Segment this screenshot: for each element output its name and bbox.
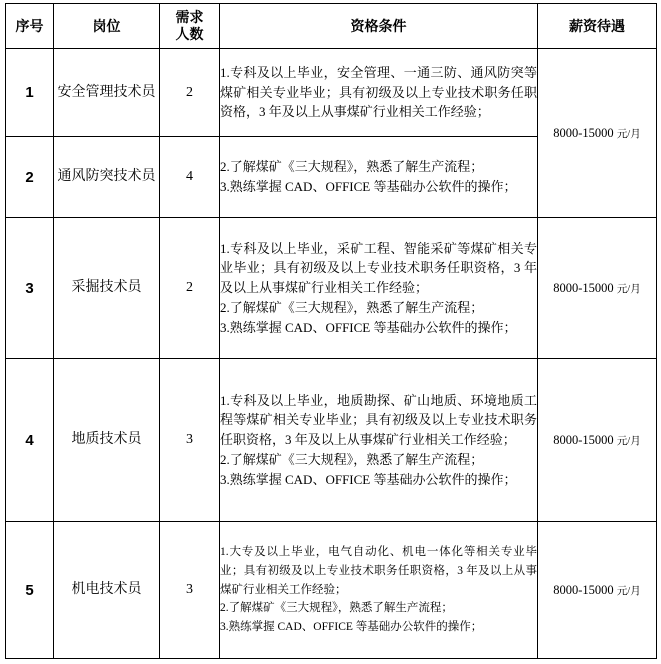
table-row <box>6 218 657 359</box>
cell-serial-number: 4 <box>6 359 54 522</box>
cell-serial-number: 2 <box>6 137 54 218</box>
salary-unit: 元/月 <box>616 283 641 295</box>
qualification-line: 2.了解煤矿《三大规程》，熟悉了解生产流程； <box>220 602 453 615</box>
cell-salary <box>538 49 657 218</box>
qualification-line: 2.了解煤矿《三大规程》，熟悉了解生产流程； <box>220 159 484 175</box>
table-body <box>6 49 657 659</box>
qualification-line: 3.熟练掌握 CAD、OFFICE 等基础办公软件的操作； <box>220 471 517 487</box>
table-row <box>6 522 657 659</box>
cell-headcount: 2 <box>160 49 220 137</box>
cell-headcount: 3 <box>160 522 220 659</box>
document-page <box>0 3 661 664</box>
salary-value: 8000-15000 <box>553 582 614 597</box>
qualification-line: 1.专科及以上毕业，采矿工程、智能采矿等煤矿相关专业毕业；具有初级及以上专业技术职务任职资格，3 年及以上从事煤矿行业相关工作经验； <box>220 240 537 296</box>
cell-salary <box>538 522 657 659</box>
cell-headcount: 4 <box>160 137 220 218</box>
salary-value: 8000-15000 <box>553 432 614 447</box>
table-header <box>6 4 657 49</box>
salary-unit: 元/月 <box>616 128 641 140</box>
cell-serial-number: 1 <box>6 49 54 137</box>
cell-qualifications <box>220 137 538 218</box>
cell-salary <box>538 218 657 359</box>
cell-position: 安全管理技术员 <box>54 49 160 137</box>
qualification-line: 2.了解煤矿《三大规程》，熟悉了解生产流程； <box>220 451 484 467</box>
cell-qualifications <box>220 49 538 137</box>
cell-headcount: 3 <box>160 359 220 522</box>
salary-value: 8000-15000 <box>553 280 614 295</box>
column-header-position: 岗位 <box>54 4 160 49</box>
salary-value: 8000-15000 <box>553 125 614 140</box>
qualification-line: 1.大专及以上毕业，电气自动化、机电一体化等相关专业毕业；具有初级及以上专业技术职务任职资格，3 年及以上从事煤矿行业相关工作经验； <box>220 546 537 596</box>
column-header-salary: 薪资待遇 <box>538 4 657 49</box>
cell-headcount: 2 <box>160 218 220 359</box>
column-header-headcount-line1: 需求 <box>175 8 204 25</box>
qualification-line: 3.熟练掌握 CAD、OFFICE 等基础办公软件的操作； <box>220 319 517 335</box>
cell-qualifications <box>220 522 538 659</box>
cell-position: 采掘技术员 <box>54 218 160 359</box>
column-header-serial-number: 序号 <box>6 4 54 49</box>
qualification-line: 1.专科及以上毕业，地质勘探、矿山地质、环境地质工程等煤矿相关专业毕业；具有初级及以上专业技术职务任职资格，3 年及以上从事煤矿行业相关工作经验； <box>220 392 537 448</box>
cell-serial-number: 3 <box>6 218 54 359</box>
table-row <box>6 49 657 137</box>
qualification-line: 3.熟练掌握 CAD、OFFICE 等基础办公软件的操作； <box>220 620 483 633</box>
qualification-line: 1.专科及以上毕业，安全管理、一通三防、通风防突等煤矿相关专业毕业；具有初级及以上专业技术职务任职资格，3 年及以上从事煤矿行业相关工作经验； <box>220 64 537 120</box>
job-requirements-table <box>5 3 657 659</box>
column-header-qualifications: 资格条件 <box>220 4 538 49</box>
salary-unit: 元/月 <box>616 435 641 447</box>
cell-position: 地质技术员 <box>54 359 160 522</box>
cell-qualifications <box>220 359 538 522</box>
cell-position: 机电技术员 <box>54 522 160 659</box>
salary-unit: 元/月 <box>616 585 641 597</box>
qualification-line: 2.了解煤矿《三大规程》，熟悉了解生产流程； <box>220 299 484 315</box>
column-header-headcount <box>160 4 220 49</box>
cell-position: 通风防突技术员 <box>54 137 160 218</box>
table-header-row <box>6 4 657 49</box>
column-header-headcount-line2: 人数 <box>175 26 204 42</box>
cell-salary <box>538 359 657 522</box>
cell-qualifications <box>220 218 538 359</box>
table-row <box>6 359 657 522</box>
qualification-line: 3.熟练掌握 CAD、OFFICE 等基础办公软件的操作； <box>220 179 517 194</box>
cell-serial-number: 5 <box>6 522 54 659</box>
